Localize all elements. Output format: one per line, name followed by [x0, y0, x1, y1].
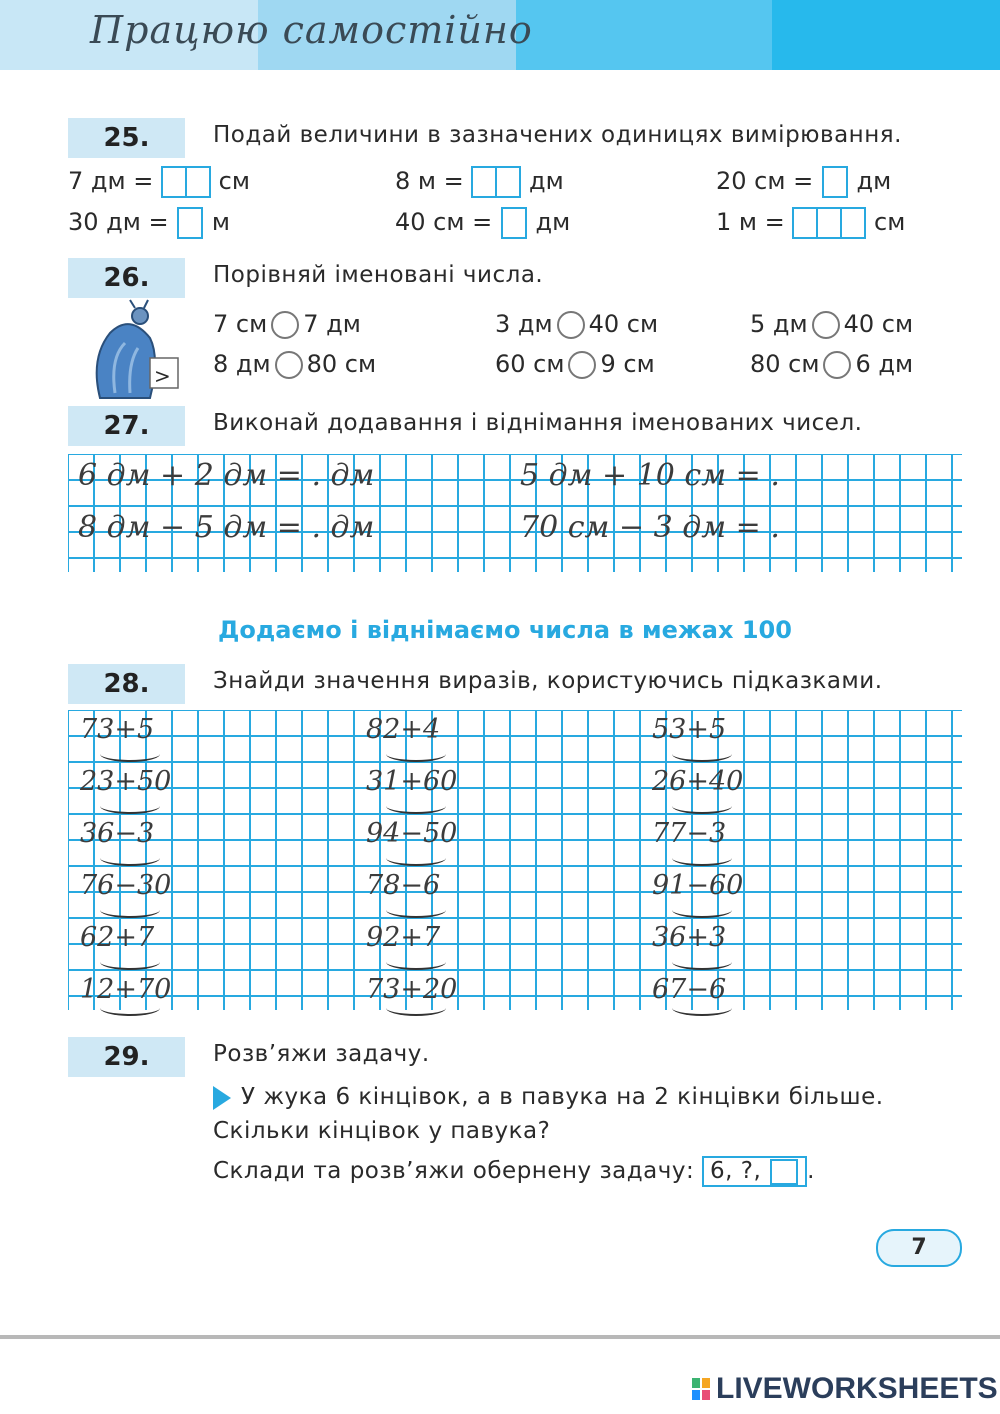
- header-title: Працюю самостійно: [90, 8, 533, 52]
- ex28-grid: [68, 710, 962, 1010]
- expression: 73+5: [80, 714, 155, 745]
- hint-arc: [672, 746, 732, 762]
- hint-arc: [672, 954, 732, 970]
- answer-box[interactable]: [471, 166, 497, 198]
- exercise-27-question: Виконай додавання і віднімання іменованих чисел.: [213, 410, 863, 436]
- hint-arc: [672, 850, 732, 866]
- expression: 36+3: [652, 922, 727, 953]
- ex27-line: 6 дм + 2 дм = . дм: [78, 458, 375, 493]
- hint-arc: [386, 850, 446, 866]
- liveworksheets-logo-icon: [692, 1378, 710, 1400]
- hint-arc: [100, 954, 160, 970]
- ex25-item: 30 дм = м: [68, 207, 230, 239]
- answer-box[interactable]: [792, 207, 818, 239]
- expression: 82+4: [366, 714, 441, 745]
- expression: 94−50: [366, 818, 458, 849]
- ex27-line: 5 дм + 10 см = .: [520, 458, 780, 493]
- ex25-item: 40 см = дм: [395, 207, 570, 239]
- exercise-29-task-question: Скільки кінцівок у павука?: [213, 1118, 551, 1144]
- expression: 12+70: [80, 974, 172, 1005]
- compare-circle[interactable]: [271, 311, 299, 339]
- expression: 23+50: [80, 766, 172, 797]
- ex26-pair: 60 см 9 см: [495, 350, 655, 378]
- exercise-29-task: У жука 6 кінцівок, а в павука на 2 кінцівки більше.: [213, 1084, 884, 1110]
- page-number: 7: [876, 1229, 962, 1267]
- expression: 31+60: [366, 766, 458, 797]
- hint-arc: [672, 1000, 732, 1016]
- ex25-item: 7 дм = см: [68, 166, 250, 198]
- answer-box[interactable]: [822, 166, 848, 198]
- exercise-26-question: Порівняй іменовані числа.: [213, 262, 544, 288]
- exercise-28-number: 28.: [68, 664, 185, 704]
- exercise-25-question: Подай величини в зазначених одиницях вимірювання.: [213, 122, 902, 148]
- ex26-pair: 80 см 6 дм: [750, 350, 914, 378]
- ex25-item: 1 м = см: [716, 207, 905, 239]
- ex25-item: 8 м = дм: [395, 166, 564, 198]
- answer-box[interactable]: [177, 207, 203, 239]
- compare-circle[interactable]: [557, 311, 585, 339]
- hint-arc: [386, 954, 446, 970]
- compare-circle[interactable]: [275, 351, 303, 379]
- hint-arc: [100, 746, 160, 762]
- ex27-line: 8 дм − 5 дм = . дм: [78, 510, 375, 545]
- hint-arc: [100, 902, 160, 918]
- section-title: Додаємо і віднімаємо числа в межах 100: [218, 616, 792, 644]
- answer-box[interactable]: [501, 207, 527, 239]
- exercise-27-number: 27.: [68, 406, 185, 446]
- ex26-pair: 7 см 7 дм: [213, 310, 361, 338]
- answer-box[interactable]: [187, 166, 211, 198]
- answer-box[interactable]: [161, 166, 187, 198]
- exercise-28-question: Знайди значення виразів, користуючись підказками.: [213, 668, 883, 694]
- hint-arc: [386, 1000, 446, 1016]
- hint-arc: [672, 798, 732, 814]
- hint-arc: [100, 798, 160, 814]
- expression: 67−6: [652, 974, 727, 1005]
- answer-box[interactable]: [818, 207, 842, 239]
- ex26-pair: 3 дм 40 см: [495, 310, 659, 338]
- expression: 91−60: [652, 870, 744, 901]
- exercise-29-reverse: Склади та розв’яжи обернену задачу: 6, ?, .: [213, 1156, 815, 1187]
- expression: 76−30: [80, 870, 172, 901]
- compare-circle[interactable]: [568, 351, 596, 379]
- ex26-pair: 5 дм 40 см: [750, 310, 914, 338]
- snail-illustration: [80, 298, 185, 406]
- expression: 73+20: [366, 974, 458, 1005]
- sign-greater: >: [154, 364, 171, 388]
- hint-arc: [386, 798, 446, 814]
- exercise-29-question: Розв’яжи задачу.: [213, 1041, 430, 1067]
- expression: 26+40: [652, 766, 744, 797]
- expression: 92+7: [366, 922, 441, 953]
- hint-arc: [386, 902, 446, 918]
- compare-circle[interactable]: [812, 311, 840, 339]
- exercise-25-number: 25.: [68, 118, 185, 158]
- compare-circle[interactable]: [823, 351, 851, 379]
- ex26-pair: 8 дм 80 см: [213, 350, 377, 378]
- hint-arc: [100, 850, 160, 866]
- ex25-item: 20 см = дм: [716, 166, 891, 198]
- expression: 77−3: [652, 818, 727, 849]
- expression: 36−3: [80, 818, 155, 849]
- hint-arc: [386, 746, 446, 762]
- arrow-bullet-icon: [213, 1086, 231, 1110]
- answer-box[interactable]: [842, 207, 866, 239]
- hint-arc: [100, 1000, 160, 1016]
- exercise-26-number: 26.: [68, 258, 185, 298]
- footer-brand: LIVEWORKSHEETS: [716, 1372, 998, 1405]
- hint-arc: [672, 902, 732, 918]
- reverse-task-frame: 6, ?,: [702, 1156, 807, 1187]
- answer-box[interactable]: [770, 1159, 798, 1185]
- expression: 53+5: [652, 714, 727, 745]
- expression: 62+7: [80, 922, 155, 953]
- answer-box[interactable]: [497, 166, 521, 198]
- expression: 78−6: [366, 870, 441, 901]
- exercise-29-number: 29.: [68, 1037, 185, 1077]
- ex27-line: 70 см − 3 дм = .: [520, 510, 780, 545]
